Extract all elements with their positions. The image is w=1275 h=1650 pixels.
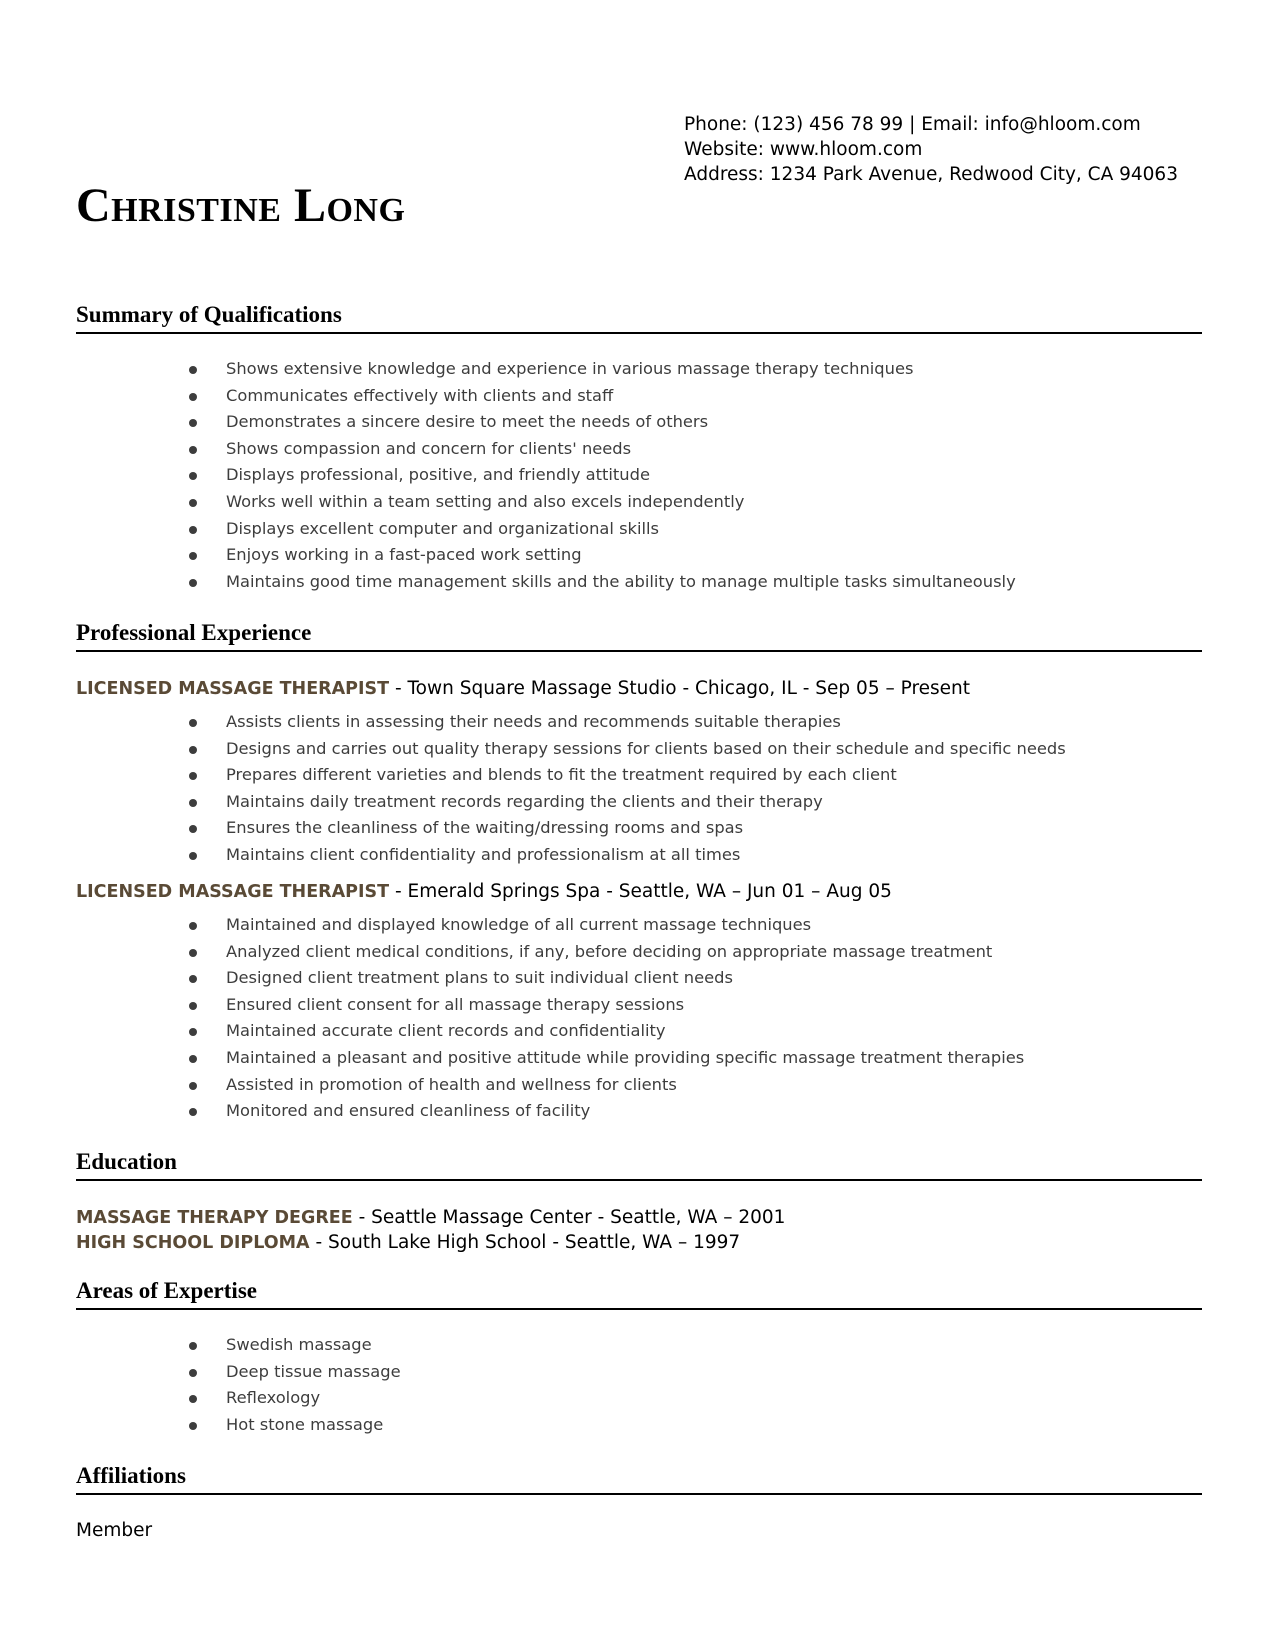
list-item: Displays professional, positive, and friendly attitude bbox=[0, 462, 1016, 489]
list-item: Enjoys working in a fast-paced work setting bbox=[0, 542, 1016, 569]
education-heading: Education bbox=[76, 1147, 1202, 1181]
job-1-header bbox=[76, 676, 970, 702]
bullet-icon bbox=[189, 552, 197, 560]
job-2-header bbox=[76, 879, 892, 905]
bullet-icon bbox=[189, 746, 197, 754]
contact-address: Address: 1234 Park Avenue, Redwood City, CA 94063 bbox=[684, 164, 1178, 185]
bullet-icon bbox=[189, 1422, 197, 1430]
list-item: Ensured client consent for all massage therapy sessions bbox=[0, 992, 1024, 1019]
bullet-icon bbox=[189, 1082, 197, 1090]
list-item: Works well within a team setting and also excels independently bbox=[0, 489, 1016, 516]
education-entry-1 bbox=[76, 1205, 785, 1231]
list-item: Ensures the cleanliness of the waiting/dressing rooms and spas bbox=[0, 815, 1066, 842]
job-2-details: - Emerald Springs Spa - Seattle, WA – Jun 01 – Aug 05 bbox=[389, 881, 892, 902]
education-entry-2 bbox=[76, 1230, 740, 1256]
bullet-icon bbox=[189, 579, 197, 587]
contact-phone-email: Phone: (123) 456 78 99 | Email: info@hloom.com bbox=[684, 114, 1141, 135]
job-1-duties bbox=[0, 709, 1066, 869]
list-item: Maintains client confidentiality and professionalism at all times bbox=[0, 842, 1066, 869]
list-item: Assisted in promotion of health and wellness for clients bbox=[0, 1072, 1024, 1099]
bullet-icon bbox=[189, 1055, 197, 1063]
bullet-icon bbox=[189, 472, 197, 480]
job-1-details: - Town Square Massage Studio - Chicago, IL - Sep 05 – Present bbox=[389, 678, 971, 699]
expertise-heading: Areas of Expertise bbox=[76, 1276, 1202, 1310]
job-2-title: LICENSED MASSAGE THERAPIST bbox=[76, 882, 390, 902]
list-item: Swedish massage bbox=[0, 1332, 401, 1359]
education-2-title: HIGH SCHOOL DIPLOMA bbox=[76, 1233, 310, 1253]
bullet-icon bbox=[189, 1108, 197, 1116]
bullet-icon bbox=[189, 526, 197, 534]
education-1-details: - Seattle Massage Center - Seattle, WA – 2001 bbox=[352, 1207, 786, 1228]
bullet-icon bbox=[189, 719, 197, 727]
list-item: Maintained accurate client records and confidentiality bbox=[0, 1018, 1024, 1045]
contact-block bbox=[684, 112, 1178, 187]
bullet-icon bbox=[189, 393, 197, 401]
bullet-icon bbox=[189, 825, 197, 833]
list-item: Demonstrates a sincere desire to meet the needs of others bbox=[0, 409, 1016, 436]
experience-heading: Professional Experience bbox=[76, 618, 1202, 652]
list-item: Maintains good time management skills and the ability to manage multiple tasks simultaneously bbox=[0, 569, 1016, 596]
list-item: Assists clients in assessing their needs and recommends suitable therapies bbox=[0, 709, 1066, 736]
bullet-icon bbox=[189, 446, 197, 454]
list-item: Maintained and displayed knowledge of all current massage techniques bbox=[0, 912, 1024, 939]
list-item: Reflexology bbox=[0, 1385, 401, 1412]
bullet-icon bbox=[189, 975, 197, 983]
summary-heading: Summary of Qualifications bbox=[76, 300, 1202, 334]
list-item: Shows extensive knowledge and experience in various massage therapy techniques bbox=[0, 356, 1016, 383]
bullet-icon bbox=[189, 366, 197, 374]
candidate-name: Christine Long bbox=[76, 179, 406, 232]
list-item: Designs and carries out quality therapy sessions for clients based on their schedule and specific needs bbox=[0, 736, 1066, 763]
bullet-icon bbox=[189, 772, 197, 780]
summary-list bbox=[0, 356, 1016, 595]
bullet-icon bbox=[189, 949, 197, 957]
list-item: Shows compassion and concern for clients' needs bbox=[0, 436, 1016, 463]
bullet-icon bbox=[189, 419, 197, 427]
list-item: Maintained a pleasant and positive attitude while providing specific massage treatment therapies bbox=[0, 1045, 1024, 1072]
bullet-icon bbox=[189, 1002, 197, 1010]
bullet-icon bbox=[189, 922, 197, 930]
education-1-title: MASSAGE THERAPY DEGREE bbox=[76, 1208, 353, 1228]
bullet-icon bbox=[189, 1369, 197, 1377]
bullet-icon bbox=[189, 852, 197, 860]
bullet-icon bbox=[189, 1395, 197, 1403]
bullet-icon bbox=[189, 1028, 197, 1036]
job-1-title: LICENSED MASSAGE THERAPIST bbox=[76, 679, 390, 699]
education-2-details: - South Lake High School - Seattle, WA – 1997 bbox=[309, 1232, 741, 1253]
contact-website: Website: www.hloom.com bbox=[684, 139, 923, 160]
list-item: Displays excellent computer and organizational skills bbox=[0, 516, 1016, 543]
bullet-icon bbox=[189, 799, 197, 807]
bullet-icon bbox=[189, 1342, 197, 1350]
affiliations-heading: Affiliations bbox=[76, 1461, 1202, 1495]
list-item: Communicates effectively with clients and staff bbox=[0, 383, 1016, 410]
list-item: Monitored and ensured cleanliness of facility bbox=[0, 1098, 1024, 1125]
job-2-duties bbox=[0, 912, 1024, 1125]
expertise-list bbox=[0, 1332, 401, 1438]
list-item: Analyzed client medical conditions, if any, before deciding on appropriate massage treatment bbox=[0, 939, 1024, 966]
list-item: Designed client treatment plans to suit individual client needs bbox=[0, 965, 1024, 992]
list-item: Prepares different varieties and blends to fit the treatment required by each client bbox=[0, 762, 1066, 789]
list-item: Maintains daily treatment records regarding the clients and their therapy bbox=[0, 789, 1066, 816]
list-item: Deep tissue massage bbox=[0, 1359, 401, 1386]
affiliations-text: Member bbox=[76, 1520, 153, 1541]
bullet-icon bbox=[189, 499, 197, 507]
list-item: Hot stone massage bbox=[0, 1412, 401, 1439]
